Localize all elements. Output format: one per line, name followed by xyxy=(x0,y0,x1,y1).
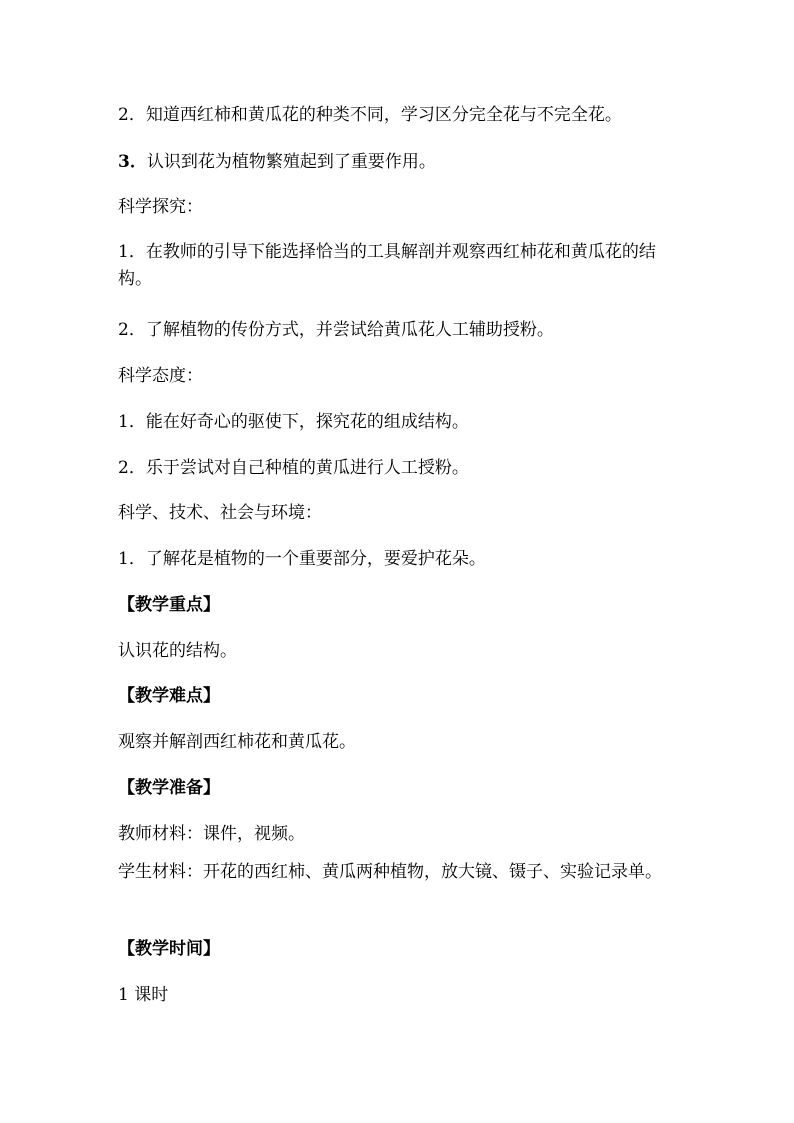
section-label-inquiry: 科学探究： xyxy=(118,197,203,217)
inquiry-item-2: 2．了解植物的传份方式，并尝试给黄瓜花人工辅助授粉。 xyxy=(118,320,554,340)
inquiry-item-1: 1．在教师的引导下能选择恰当的工具解剖并观察西红柿花和黄瓜花的结构。 xyxy=(118,242,656,289)
attitude-item-2: 2．乐于尝试对自己种植的黄瓜进行人工授粉。 xyxy=(118,458,469,478)
student-materials: 学生材料：开花的西红柿、黄瓜两种植物，放大镜、镊子、实验记录单。 xyxy=(118,862,662,882)
teaching-focus-text: 认识花的结构。 xyxy=(118,641,237,661)
sts-item-1: 1．了解花是植物的一个重要部分，要爱护花朵。 xyxy=(118,549,486,569)
attitude-item-1: 1．能在好奇心的驱使下，探究花的组成结构。 xyxy=(118,412,469,432)
objective-text: 认识到花为植物繁殖起到了重要作用。 xyxy=(146,152,436,172)
objective-line-2: 2．知道西红柿和黄瓜花的种类不同，学习区分完全花与不完全花。 xyxy=(118,105,622,125)
objective-line-3 xyxy=(118,148,688,176)
section-label-sts: 科学、技术、社会与环境： xyxy=(118,503,322,523)
section-label-attitude: 科学态度： xyxy=(118,366,203,386)
teacher-materials: 教师材料：课件，视频。 xyxy=(118,824,305,844)
teaching-difficulty-text: 观察并解剖西红柿花和黄瓜花。 xyxy=(118,732,356,752)
heading-teaching-focus: 【教学重点】 xyxy=(118,595,220,615)
heading-teaching-difficulty: 【教学难点】 xyxy=(118,686,220,706)
objective-number: 3． xyxy=(118,152,147,172)
heading-teaching-preparation: 【教学准备】 xyxy=(118,778,220,798)
heading-teaching-time: 【教学时间】 xyxy=(118,939,220,959)
teaching-time-text: 1 课时 xyxy=(118,985,169,1005)
